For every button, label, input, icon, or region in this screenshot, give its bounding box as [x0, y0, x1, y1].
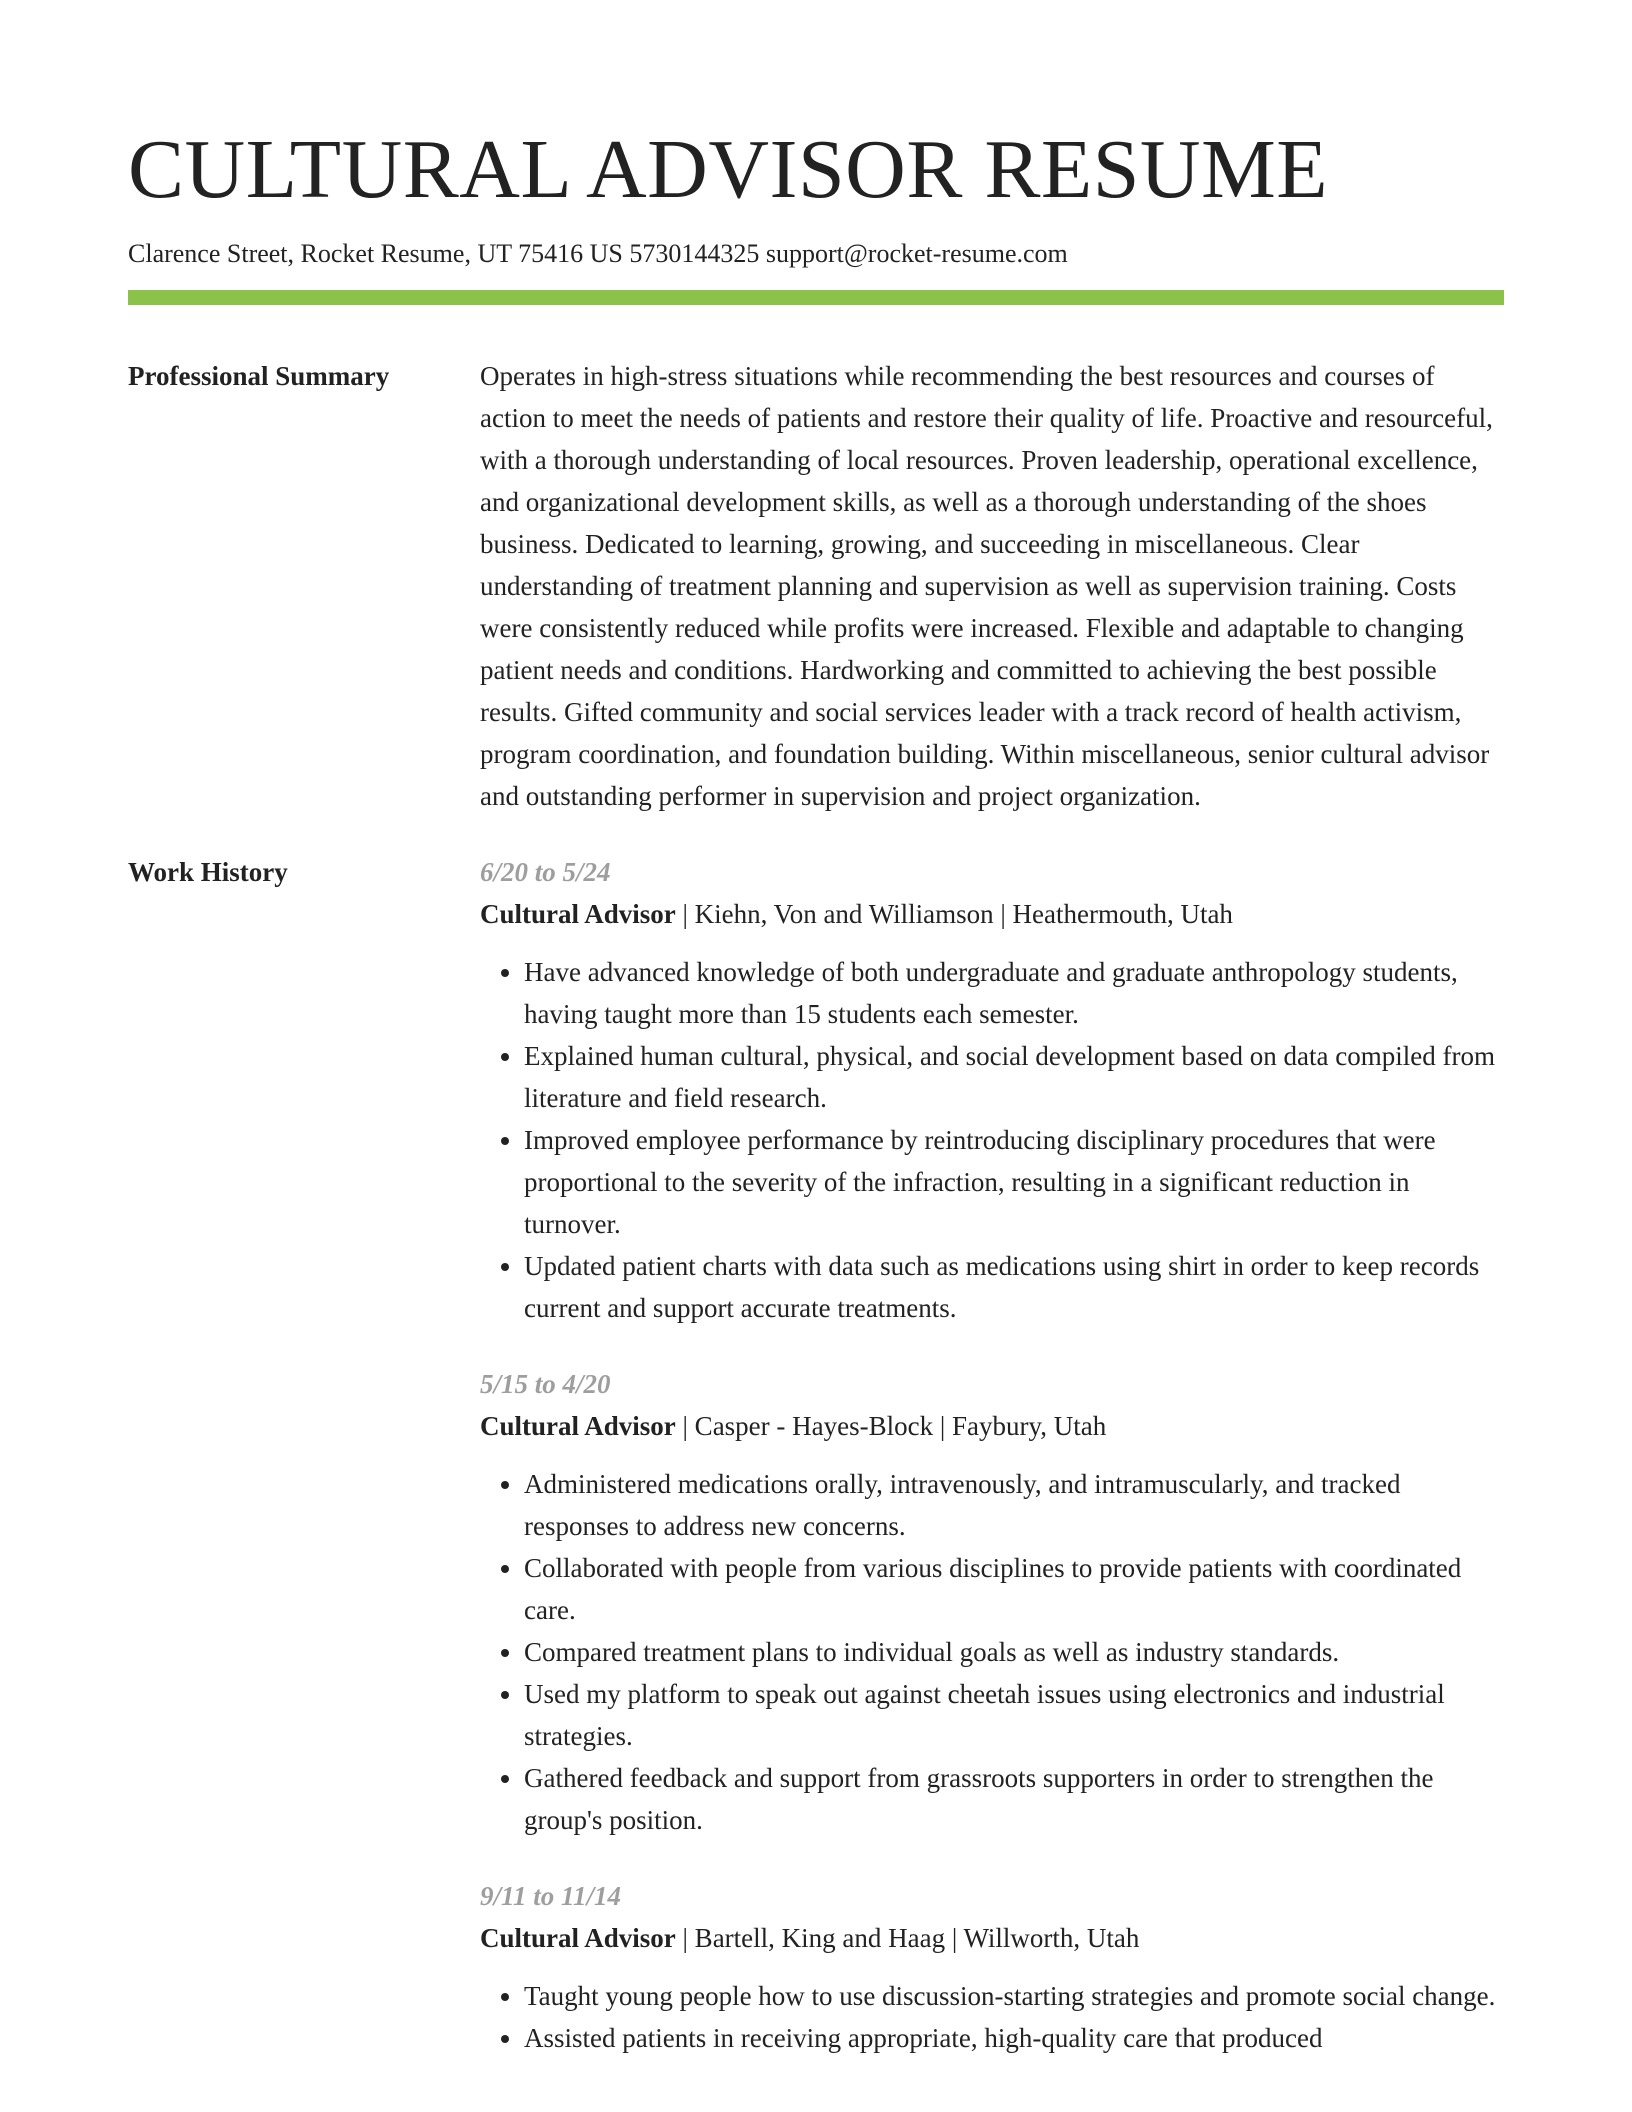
- resume-page: [128, 0, 1504, 2093]
- job-bullet: • Gathered feedback and support from grassroots supporters in order to strengthen the group's position.: [524, 1757, 1504, 1841]
- professional-summary-section: [128, 355, 1504, 817]
- job-bullet: • Used my platform to speak out against cheetah issues using electronics and industrial strategies.: [524, 1673, 1504, 1757]
- job-title-line: [480, 1405, 1504, 1447]
- section-label-summary: Professional Summary: [128, 361, 390, 391]
- header-accent-rule: [128, 290, 1504, 305]
- job-title: Cultural Advisor: [480, 1923, 676, 1953]
- job-bullet: • Updated patient charts with data such as medications using shirt in order to keep records current and support accurate treatments.: [524, 1245, 1504, 1329]
- job-title: Cultural Advisor: [480, 1411, 676, 1441]
- job-entry: [480, 1363, 1504, 1841]
- job-bullet: • Have advanced knowledge of both undergraduate and graduate anthropology students, having taught more than 15 students each semester.: [524, 951, 1504, 1035]
- contact-line: Clarence Street, Rocket Resume, UT 75416 US 5730144325 support@rocket-resume.com: [128, 239, 1068, 268]
- job-title-line: [480, 1917, 1504, 1959]
- job-bullet: • Taught young people how to use discussion-starting strategies and promote social change.: [524, 1975, 1504, 2017]
- job-bullets: [480, 1463, 1504, 1841]
- job-bullets: [480, 1975, 1504, 2059]
- job-details: | Casper - Hayes-Block | Faybury, Utah: [675, 1411, 1107, 1441]
- job-title: Cultural Advisor: [480, 899, 676, 929]
- job-details: | Kiehn, Von and Williamson | Heathermouth, Utah: [675, 899, 1233, 929]
- job-bullet: • Improved employee performance by reintroducing disciplinary procedures that were proportional to the severity of the infraction, resulting in a significant reduction in turnover.: [524, 1119, 1504, 1245]
- job-bullet: • Collaborated with people from various disciplines to provide patients with coordinated care.: [524, 1547, 1504, 1631]
- job-bullet: • Explained human cultural, physical, and social development based on data compiled from literature and field research.: [524, 1035, 1504, 1119]
- job-dates: 5/15 to 4/20: [480, 1369, 611, 1399]
- job-entry: [480, 1875, 1504, 2059]
- job-bullet: • Assisted patients in receiving appropriate, high-quality care that produced: [524, 2017, 1504, 2059]
- summary-text: Operates in high-stress situations while recommending the best resources and courses of action to meet the needs of patients and restore their quality of life. Proactive and resourceful, with a thorough understanding of local resources. Proven leadership, operational excellence, and organizational development skills, as well as a thorough understanding of the shoes business. Dedicated to learning, growing, and succeeding in miscellaneous. Clear understanding of treatment planning and supervision as well as supervision training. Costs were consistently reduced while profits were increased. Flexible and adaptable to changing patient needs and conditions. Hardworking and committed to achieving the best possible results. Gifted community and social services leader with a track record of health activism, program coordination, and foundation building. Within miscellaneous, senior cultural advisor and outstanding performer in supervision and project organization.: [480, 361, 1493, 811]
- job-title-line: [480, 893, 1504, 935]
- job-bullet: • Compared treatment plans to individual goals as well as industry standards.: [524, 1631, 1504, 1673]
- job-details: | Bartell, King and Haag | Willworth, Utah: [675, 1923, 1140, 1953]
- job-entry: [480, 851, 1504, 1329]
- job-dates: 6/20 to 5/24: [480, 857, 611, 887]
- job-bullet: • Administered medications orally, intravenously, and intramuscularly, and tracked responses to address new concerns.: [524, 1463, 1504, 1547]
- job-bullets: [480, 951, 1504, 1329]
- job-dates: 9/11 to 11/14: [480, 1881, 622, 1911]
- resume-title: CULTURAL ADVISOR RESUME: [128, 123, 1329, 216]
- section-label-work-history: Work History: [128, 857, 288, 887]
- work-history-section: [128, 851, 1504, 2093]
- work-history-list: [480, 851, 1504, 2093]
